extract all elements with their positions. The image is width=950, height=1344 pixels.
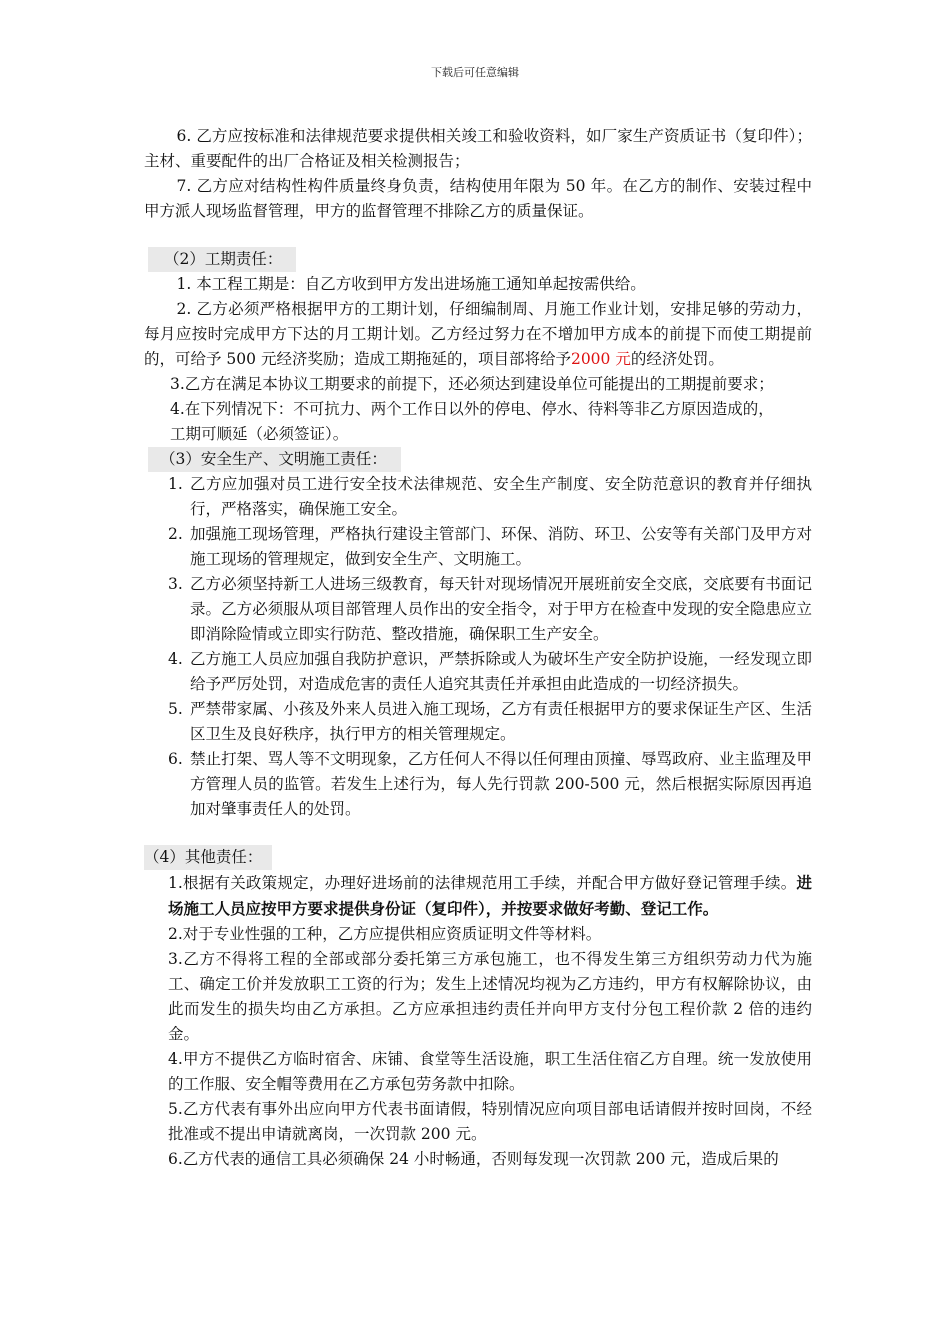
paragraph-other-4: 4.甲方不提供乙方临时宿舍、床铺、食堂等生活设施，职工生活住宿乙方自理。统一发放使用的工作服、安全帽等费用在乙方承包劳务款中扣除。 (168, 1050, 812, 1093)
paragraph-schedule-1: 1. 本工程工期是：自乙方收到甲方发出进场施工通知单起按需供给。 (176, 275, 646, 293)
bold-requirement: 进场施工人员应按甲方要求提供身份证（复印件），并按要求做好考勤、登记工作。 (168, 873, 812, 918)
paragraph-quality-6: 6. 乙方应按标准和法律规范要求提供相关竣工和验收资料，如厂家生产资质证书（复印件）；主材、重要配件的出厂合格证及相关检测报告； (144, 127, 812, 170)
list-item: 6. 禁止打架、骂人等不文明现象，乙方任何人不得以任何理由顶撞、辱骂政府、业主监理及甲方管理人员的监管。若发生上述行为，每人先行罚款 200-500 元，然后根据实际原因再追加对肇事责任人的处罚。 (168, 750, 812, 818)
paragraph-schedule-2: 2. 乙方必须严格根据甲方的工期计划，仔细编制周、月施工作业计划，安排足够的劳动力，每月应按时完成甲方下达的月工期计划。乙方经过努力在不增加甲方成本的前提下而使工期提前的，可给予 500 元经济奖励；造成工期拖延的，项目部将给予2000 元的经济处罚。 (144, 300, 812, 368)
page-header: 下载后可任意编辑 (431, 66, 519, 79)
paragraph-other-1: 1.根据有关政策规定，办理好进场前的法律规范用工手续，并配合甲方做好登记管理手续。进场施工人员应按甲方要求提供身份证（复印件），并按要求做好考勤、登记工作。 (168, 873, 812, 918)
section-title-schedule: （2）工期责任： (148, 247, 296, 272)
paragraph-schedule-3: 3.乙方在满足本协议工期要求的前提下，还必须达到建设单位可能提出的工期提前要求； (170, 375, 774, 393)
document-body (144, 124, 812, 1172)
paragraph-quality-7: 7. 乙方应对结构性构件质量终身负责，结构使用年限为 50 年。在乙方的制作、安装过程中甲方派人现场监督管理，甲方的监督管理不排除乙方的质量保证。 (144, 177, 812, 220)
list-item: 4. 乙方施工人员应加强自我防护意识，严禁拆除或人为破坏生产安全防护设施，一经发现立即给予严厉处罚，对造成危害的责任人追究其责任并承担由此造成的一切经济损失。 (168, 650, 812, 693)
paragraph-other-5: 5.乙方代表有事外出应向甲方代表书面请假，特别情况应向项目部电话请假并按时回岗，不经批准或不提出申请就离岗，一次罚款 200 元。 (168, 1100, 812, 1143)
list-item: 1. 乙方应加强对员工进行安全技术法律规范、安全生产制度、安全防范意识的教育并仔细执行，严格落实，确保施工安全。 (168, 475, 812, 518)
section-title-other: （4）其他责任： (144, 845, 272, 870)
paragraph-other-6: 6.乙方代表的通信工具必须确保 24 小时畅通，否则每发现一次罚款 200 元，造成后果的 (168, 1150, 779, 1168)
paragraph-schedule-4b: 工期可顺延（必须签证）。 (170, 425, 349, 443)
paragraph-other-3: 3.乙方不得将工程的全部或部分委托第三方承包施工，也不得发生第三方组织劳动力代为施工、确定工价并发放职工工资的行为；发生上述情况均视为乙方违约，甲方有权解除协议，由此而发生的损失均由乙方承担。乙方应承担违约责任并向甲方支付分包工程价款 2 倍的违约金。 (168, 950, 812, 1043)
safety-list (144, 472, 812, 822)
paragraph-other-2: 2.对于专业性强的工种，乙方应提供相应资质证明文件等材料。 (168, 925, 602, 943)
list-item: 5. 严禁带家属、小孩及外来人员进入施工现场，乙方有责任根据甲方的要求保证生产区、生活区卫生及良好秩序，执行甲方的相关管理规定。 (168, 700, 812, 743)
list-item: 2. 加强施工现场管理，严格执行建设主管部门、环保、消防、环卫、公安等有关部门及甲方对施工现场的管理规定，做到安全生产、文明施工。 (168, 525, 812, 568)
paragraph-schedule-4: 4.在下列情况下：不可抗力、两个工作日以外的停电、停水、待料等非乙方原因造成的， (170, 400, 774, 418)
section-title-safety: （3）安全生产、文明施工责任： (148, 447, 401, 472)
penalty-amount: 2000 元 (570, 350, 631, 368)
list-item: 3. 乙方必须坚持新工人进场三级教育，每天针对现场情况开展班前安全交底，交底要有书面记录。乙方必须服从项目部管理人员作出的安全指令，对于甲方在检查中发现的安全隐患应立即消除险情或立即实行防范、整改措施，确保职工生产安全。 (168, 575, 812, 643)
